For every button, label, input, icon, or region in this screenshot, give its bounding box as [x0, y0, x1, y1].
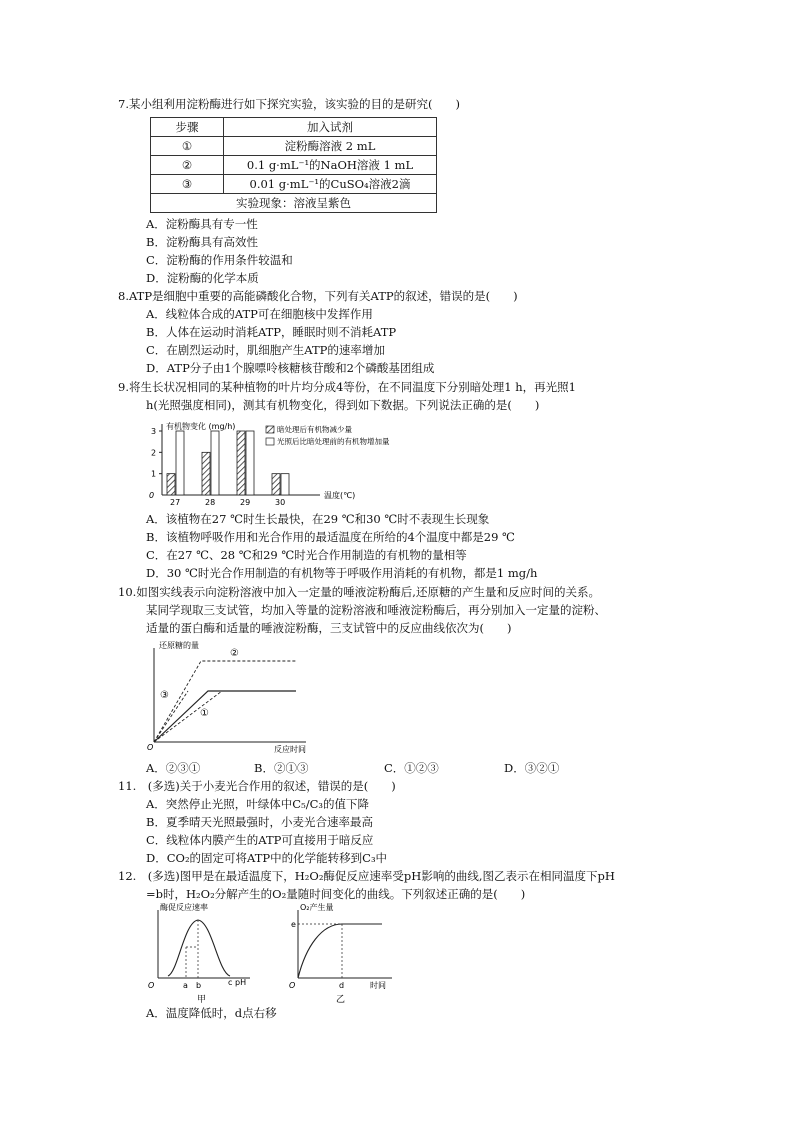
q9-stem-line1: 9.将生长状况相同的某种植物的叶片均分成4等份，在不同温度下分别暗处理1 h，再光照1 — [118, 380, 576, 394]
q10-option-b: B．②①③ — [254, 761, 309, 775]
x-tick-label: 29 — [240, 498, 251, 507]
curve-label-1: ① — [200, 708, 209, 719]
table-row — [151, 118, 437, 137]
q10-stem-line3: 适量的蛋白酶和适量的唾液淀粉酶，三支试管中的反应曲线依次为( ) — [146, 621, 512, 635]
tick-c: c — [228, 978, 233, 987]
legend-label: 暗处理后有机物减少量 — [277, 425, 352, 434]
tick-a: a — [183, 981, 188, 990]
origin-label: O — [148, 981, 155, 990]
q9-option-d: D．30 ℃时光合作用制造的有机物等于呼吸作用消耗的有机物，都是1 mg/h — [146, 566, 538, 580]
bar-decrease-27 — [167, 474, 175, 495]
table-header-reagent: 加入试剂 — [224, 118, 437, 137]
y-axis-label: 还原糖的量 — [159, 641, 199, 650]
tick-d: d — [339, 981, 345, 990]
bar-increase-30 — [281, 474, 289, 495]
q9-option-c: C．在27 ℃、28 ℃和29 ℃时光合作用制造的有机物的量相等 — [146, 548, 467, 562]
y-axis-label: 酶促反应速率 — [160, 903, 208, 912]
bar-increase-29 — [246, 431, 254, 495]
q8-option-d: D．ATP分子由1个腺嘌呤核糖核苷酸和2个磷酸基团组成 — [146, 361, 435, 375]
table-row — [151, 175, 437, 194]
table-footer: 实验现象：溶液呈紫色 — [151, 194, 437, 213]
origin-label: O — [147, 743, 154, 752]
table-cell-reagent: 0.1 g·mL⁻¹的NaOH溶液 1 mL — [224, 156, 437, 175]
q8-option-b: B．人体在运动时消耗ATP，睡眠时则不消耗ATP — [146, 325, 397, 339]
bar-decrease-29 — [237, 431, 245, 495]
q10-option-c: C．①②③ — [384, 761, 439, 775]
table-cell-step: ① — [151, 137, 224, 156]
q11-option-a: A．突然停止光照，叶绿体中C₅/C₃的值下降 — [146, 797, 369, 811]
q8-stem: 8.ATP是细胞中重要的高能磷酸化合物，下列有关ATP的叙述，错误的是( ) — [118, 289, 518, 303]
q7-experiment-table — [150, 117, 437, 213]
table-header-step: 步骤 — [151, 118, 224, 137]
table-cell-reagent: 淀粉酶溶液 2 mL — [224, 137, 437, 156]
q7-option-b: B．淀粉酶具有高效性 — [146, 235, 258, 249]
table-cell-step: ② — [151, 156, 224, 175]
q12-chart-jia — [146, 902, 256, 1004]
x-axis-label: 时间 — [370, 981, 386, 990]
table-row — [151, 194, 437, 213]
curve-label-2: ② — [230, 648, 239, 659]
q9-option-a: A．该植物在27 ℃时生长最快，在29 ℃和30 ℃时不表现生长现象 — [146, 512, 490, 526]
origin-label: 0 — [149, 491, 155, 500]
q9-bar-chart — [140, 418, 490, 510]
y-tick-label: 3 — [151, 427, 157, 436]
q10-stem-line2: 某同学现取三支试管，均加入等量的淀粉溶液和唾液淀粉酶后，再分别加入一定量的淀粉、 — [146, 603, 606, 617]
y-tick-label: 2 — [151, 448, 157, 458]
chart-caption: 乙 — [336, 995, 346, 1004]
q10-line-chart — [146, 638, 316, 756]
y-axis-label: O₂产生量 — [300, 903, 334, 912]
q12-stem-line1: 12. (多选)图甲是在最适温度下，H₂O₂酶促反应速率受pH影响的曲线,图乙表示在相同温度下pH — [118, 869, 615, 883]
q9-stem-line2: h(光照强度相同)，测其有机物变化，得到如下数据。下列说法正确的是( ) — [146, 398, 540, 412]
q11-stem: 11. (多选)关于小麦光合作用的叙述，错误的是( ) — [118, 779, 396, 793]
q8-option-a: A．线粒体合成的ATP可在细胞核中发挥作用 — [146, 307, 373, 321]
q7-stem: 7.某小组利用淀粉酶进行如下探究实验，该实验的目的是研究( ) — [118, 97, 460, 111]
q10-option-a: A．②③① — [146, 761, 201, 775]
bar-decrease-28 — [202, 452, 210, 495]
q12-option-a: A．温度降低时，d点右移 — [146, 1006, 277, 1020]
q11-option-b: B．夏季晴天光照最强时，小麦光合速率最高 — [146, 815, 373, 829]
solid-curve — [154, 691, 296, 742]
q12-chart-yi — [286, 902, 406, 1004]
o2-curve — [298, 924, 382, 978]
y-tick-label: 1 — [151, 469, 157, 479]
bar-increase-27 — [176, 431, 184, 495]
tick-e: e — [291, 920, 296, 929]
dashed-curve-2 — [154, 661, 296, 742]
q11-option-c: C．线粒体内膜产生的ATP可直接用于暗反应 — [146, 833, 374, 847]
x-tick-label: 27 — [170, 498, 181, 507]
legend-label: 光照后比暗处理前的有机物增加量 — [277, 437, 390, 446]
x-tick-label: 28 — [205, 498, 216, 507]
table-row — [151, 156, 437, 175]
tick-b: b — [196, 981, 202, 990]
bar-increase-28 — [211, 431, 219, 495]
y-axis-label: 有机物变化 (mg/h) — [166, 422, 236, 431]
q7-option-a: A．淀粉酶具有专一性 — [146, 217, 258, 231]
table-cell-step: ③ — [151, 175, 224, 194]
q12-stem-line2: =b时，H₂O₂分解产生的O₂量随时间变化的曲线。下列叙述正确的是( ) — [146, 887, 526, 901]
q9-option-b: B．该植物呼吸作用和光合作用的最适温度在所给的4个温度中都是29 ℃ — [146, 530, 515, 544]
curve-label-3: ③ — [160, 690, 169, 701]
q8-option-c: C．在剧烈运动时，肌细胞产生ATP的速率增加 — [146, 343, 385, 357]
q11-option-d: D．CO₂的固定可将ATP中的化学能转移到C₃中 — [146, 851, 388, 865]
q7-option-d: D．淀粉酶的化学本质 — [146, 271, 259, 285]
origin-label: O — [289, 981, 296, 990]
legend-swatch-white — [266, 438, 274, 445]
table-row — [151, 137, 437, 156]
bar-decrease-30 — [272, 474, 280, 495]
q10-stem-line1: 10.如图实线表示向淀粉溶液中加入一定量的唾液淀粉酶后,还原糖的产生量和反应时间的关系。 — [118, 585, 600, 599]
table-cell-reagent: 0.01 g·mL⁻¹的CuSO₄溶液2滴 — [224, 175, 437, 194]
q7-option-c: C．淀粉酶的作用条件较温和 — [146, 253, 293, 267]
chart-caption: 甲 — [197, 995, 207, 1004]
x-axis-label: pH — [235, 978, 247, 987]
legend-swatch-hatched — [266, 426, 274, 433]
x-axis-label: 温度(℃) — [324, 491, 356, 500]
x-axis-label: 反应时间 — [274, 745, 306, 754]
q10-option-d: D．③②① — [504, 761, 560, 775]
ph-rate-curve — [168, 920, 230, 976]
x-tick-label: 30 — [275, 498, 286, 507]
